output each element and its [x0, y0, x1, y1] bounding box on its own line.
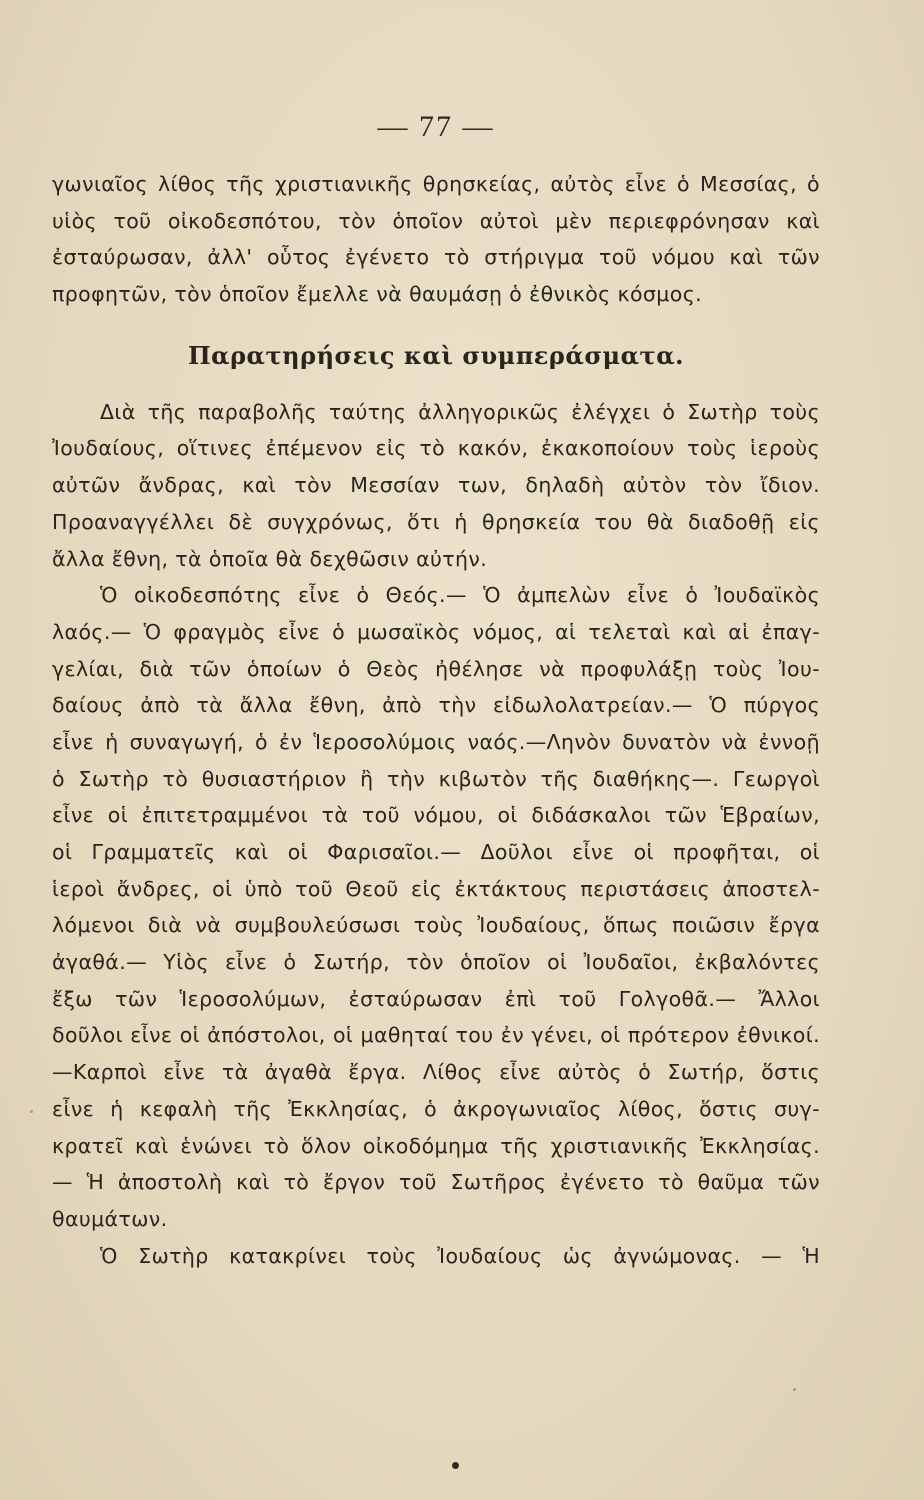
text-line: γελίαι, διὰ τῶν ὁποίων ὁ Θεὸς ἠθέλησε νὰ προφυλάξῃ τοὺς Ἰου-	[52, 656, 820, 681]
text-line: δαίους ἀπὸ τὰ ἄλλα ἔθνη, ἀπὸ τὴν εἰδωλολατρείαν.— Ὁ πύργος	[52, 693, 820, 718]
text-line: Ὁ οἰκοδεσπότης εἶνε ὁ Θεός.— Ὁ ἀμπελὼν εἶνε ὁ Ἰουδαϊκὸς	[100, 583, 820, 608]
paragraph-condemnation	[52, 1238, 820, 1275]
text-line: αὐτῶν ἄνδρας, καὶ τὸν Μεσσίαν των, δηλαδὴ αὐτὸν τὸν ἴδιον.	[52, 473, 820, 498]
text-line: Ὁ Σωτὴρ κατακρίνει τοὺς Ἰουδαίους ὡς ἀγνώμονας. — Ἡ	[100, 1243, 820, 1268]
text-line: ἀγαθά.— Υἱὸς εἶνε ὁ Σωτήρ, τὸν ὁποῖον οἱ Ἰουδαῖοι, ἐκβαλόντες	[52, 950, 820, 975]
paragraph-continuation	[52, 166, 820, 313]
text-line: ἔξω τῶν Ἱεροσολύμων, ἐσταύρωσαν ἐπὶ τοῦ Γολγοθᾶ.— Ἄλλοι	[52, 986, 820, 1011]
text-line: γωνιαῖος λίθος τῆς χριστιανικῆς θρησκείας, αὐτὸς εἶνε ὁ Μεσσίας, ὁ	[52, 172, 820, 196]
paper-speck	[30, 1110, 33, 1113]
text-line: ἄλλα ἔθνη, τὰ ὁποῖα θὰ δεχθῶσιν αὐτήν.	[52, 546, 488, 571]
text-line: κρατεῖ καὶ ἑνώνει τὸ ὅλον οἰκοδόμημα τῆς χριστιανικῆς Ἐκκλησίας.	[52, 1133, 820, 1158]
paragraph-parable	[52, 394, 820, 577]
text-line: ἱεροὶ ἄνδρες, οἱ ὑπὸ τοῦ Θεοῦ εἰς ἐκτάκτους περιστάσεις ἀποστελ-	[52, 876, 820, 901]
text-line: υἱὸς τοῦ οἰκοδεσπότου, τὸν ὁποῖον αὐτοὶ μὲν περιεφρόνησαν καὶ	[52, 208, 820, 233]
paper-speck	[793, 1388, 796, 1391]
text-line: θαυμάτων.	[52, 1206, 168, 1231]
text-line: Διὰ τῆς παραβολῆς ταύτης ἀλληγορικῶς ἐλέγχει ὁ Σωτὴρ τοὺς	[100, 399, 820, 424]
document-page	[52, 110, 820, 1274]
page-number: — 77 —	[377, 110, 495, 143]
text-line: οἱ Γραμματεῖς καὶ οἱ Φαρισαῖοι.— Δοῦλοι εἶνε οἱ προφῆται, οἱ	[52, 840, 820, 864]
text-line: Προαναγγέλλει δὲ συγχρόνως, ὅτι ἡ θρησκεία του θὰ διαδοθῇ εἰς	[52, 509, 820, 534]
section-heading: Παρατηρήσεις καὶ συμπεράσματα.	[187, 340, 685, 370]
text-line: — Ἡ ἀποστολὴ καὶ τὸ ἔργον τοῦ Σωτῆρος ἐγένετο τὸ θαῦμα τῶν	[52, 1170, 820, 1195]
text-line: —Καρποὶ εἶνε τὰ ἀγαθὰ ἔργα. Λίθος εἶνε αὐτὸς ὁ Σωτήρ, ὅστις	[52, 1060, 820, 1085]
page-dot-mark	[452, 1462, 459, 1469]
text-line: δοῦλοι εἶνε οἱ ἀπόστολοι, οἱ μαθηταί του ἐν γένει, οἱ πρότερον ἐθνικοί.	[52, 1023, 820, 1048]
text-line: λόμενοι διὰ νὰ συμβουλεύσωσι τοὺς Ἰουδαίους, ὅπως ποιῶσιν ἔργα	[52, 913, 820, 938]
text-line: ὁ Σωτὴρ τὸ θυσιαστήριον ἢ τὴν κιβωτὸν τῆς διαθήκης—. Γεωργοὶ	[52, 766, 820, 791]
paragraph-interpretation	[52, 577, 820, 1237]
text-line: Ἰουδαίους, οἵτινες ἐπέμενον εἰς τὸ κακόν, ἐκακοποίουν τοὺς ἱεροὺς	[52, 436, 820, 461]
text-line: ἐσταύρωσαν, ἀλλ' οὗτος ἐγένετο τὸ στήριγμα τοῦ νόμου καὶ τῶν	[52, 245, 820, 270]
text-line: εἶνε ἡ συναγωγή, ὁ ἐν Ἱεροσολύμοις ναός.—Ληνὸν δυνατὸν νὰ ἐννοῇ	[52, 729, 820, 754]
text-line: εἶνε ἡ κεφαλὴ τῆς Ἐκκλησίας, ὁ ἀκρογωνιαῖος λίθος, ὅστις συγ-	[52, 1096, 820, 1121]
text-line: εἶνε οἱ ἐπιτετραμμένοι τὰ τοῦ νόμου, οἱ διδάσκαλοι τῶν Ἑβραίων,	[52, 803, 820, 828]
text-line: λαός.— Ὁ φραγμὸς εἶνε ὁ μωσαϊκὸς νόμος, αἱ τελεταὶ καὶ αἱ ἐπαγ-	[52, 619, 820, 644]
text-line: προφητῶν, τὸν ὁποῖον ἔμελλε νὰ θαυμάσῃ ὁ ἐθνικὸς κόσμος.	[52, 282, 703, 307]
